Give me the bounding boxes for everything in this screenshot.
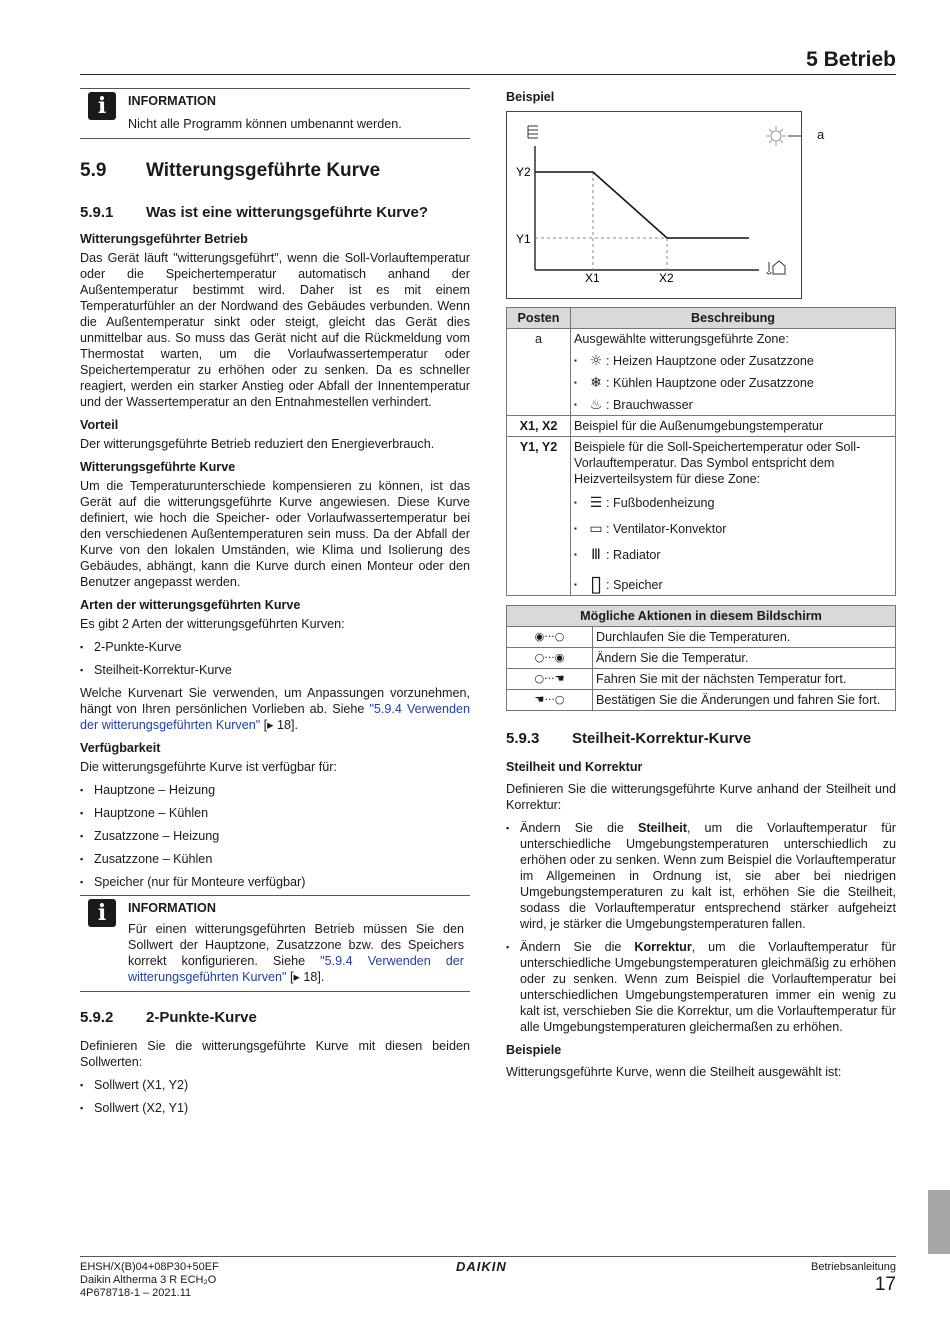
table-row <box>507 627 896 648</box>
link-5-9-4[interactable]: "5.9.4 Verwenden der witterungsgeführten Kurven" <box>128 954 464 984</box>
list-item: ▪ Zusatzzone – Kühlen <box>80 851 470 867</box>
row-desc: Beispiel für die Außenumgebungstemperatur <box>571 416 896 437</box>
row-key: Y1, Y2 <box>507 437 571 596</box>
beispiele-text: Witterungsgeführte Kurve, wenn die Steilheit ausgewählt ist: <box>506 1065 842 1079</box>
list-item: ▪ ▭ : Ventilator-Konvektor <box>574 521 727 537</box>
info-icon: i <box>88 92 116 120</box>
footer-right <box>811 1261 896 1296</box>
radiator-icon: Ⅲ <box>591 547 601 563</box>
vorteil-text: Der witterungsgeführte Betrieb reduziert den Energieverbrauch. <box>80 437 435 451</box>
list-item: ▪ Sollwert (X1, Y2) <box>80 1077 470 1093</box>
welche-text: Welche Kurvenart Sie verwenden, um Anpassungen vorzunehmen, hängt von Ihren persönlichen Vorlieben ab. Siehe "5.9.4 Verwenden der witterungsgeführten Kurven" [▸ 18]. <box>80 686 470 732</box>
list-item: ▪ Ändern Sie die Steilheit, um die Vorlauftemperatur für unterschiedliche Umgebungstemperaturen unterschiedlich zu erhöhen oder zu senken. Wenn zum Beispiel die Vorlauftemperatur im Allgemeinen in Ordnung ist, sie aber bei niedrigen Umgebungstemperaturen zu kalt ist, erhöhen Sie die Steilheit, sodass die Vorlauftemperatur entsprechend stärker aufgeheizt wird, je stärker die Umgebungstemperaturen fallen. <box>506 820 896 932</box>
sk-list <box>506 820 896 1035</box>
y-tick-label: Y1 <box>516 232 531 246</box>
floor-heating-icon: ☰ <box>589 495 603 511</box>
footer-model: EHSH/X(B)04+08P30+50EF <box>80 1261 219 1273</box>
footer-product: Daikin Altherma 3 R ECH₂O <box>80 1274 217 1286</box>
section-heading-5-9-3: 5.9.3 Steilheit-Korrektur-Kurve <box>506 730 752 747</box>
list-item: ▪ Hauptzone – Heizung <box>80 782 470 798</box>
fan-convector-icon: ▭ <box>589 521 603 537</box>
list-item: ▪ ▯ : Speicher <box>574 572 663 597</box>
sk-text: Definieren Sie die witterungsgeführte Kurve anhand der Steilheit und Korrektur: <box>506 782 896 812</box>
info-box <box>80 88 470 139</box>
list-item: ▪ ❄ : Kühlen Hauptzone oder Zusatzzone <box>574 375 814 391</box>
sk-label: Steilheit und Korrektur <box>506 760 643 774</box>
actions-table <box>506 605 896 711</box>
y-tick-label: Y2 <box>516 165 531 179</box>
page-number: 17 <box>874 1274 896 1295</box>
heat-sun-icon <box>766 126 786 146</box>
callout-label: a <box>817 127 825 142</box>
heat-sun-icon: ☼ <box>589 353 603 369</box>
verf-text: Die witterungsgeführte Kurve ist verfügbar für: <box>80 760 337 774</box>
action-text: Ändern Sie die Temperatur. <box>593 648 896 669</box>
col-header: Beschreibung <box>571 308 896 329</box>
dial-confirm-icon: ☚···○ <box>507 690 593 711</box>
list-item: ▪ ☰ : Fußbodenheizung <box>574 495 715 511</box>
info-text: Nicht alle Programm können umbenannt werden. <box>128 117 402 131</box>
footer-rule <box>80 1256 896 1257</box>
info-text: Für einen witterungsgeführten Betrieb müssen Sie den Sollwert der Hauptzone, Zusatzzone bzw. des Speichers korrekt konfigurieren. Siehe "5.9.4 Verwenden der witterungsgeführten Kurven" [▸ 18]. <box>128 922 464 984</box>
chart-svg <box>507 112 801 298</box>
list-item: ▪ Speicher (nur für Monteure verfügbar) <box>80 874 470 890</box>
punkte-text: Definieren Sie die witterungsgeführte Kurve mit diesen beiden Sollwerten: <box>80 1039 470 1069</box>
dial-turn-icon: ○···◉ <box>507 648 593 669</box>
action-text: Durchlaufen Sie die Temperaturen. <box>593 627 896 648</box>
table-row <box>507 690 896 711</box>
left-column <box>80 88 470 1123</box>
link-5-9-4[interactable]: "5.9.4 Verwenden der witterungsgeführten Kurven" <box>80 702 470 732</box>
list-item: ▪ 2-Punkte-Kurve <box>80 639 470 655</box>
legend-table <box>506 307 896 596</box>
header-rule <box>80 74 896 75</box>
row-desc: Ausgewählte witterungsgeführte Zone: ▪ ☼ : Heizen Hauptzone oder Zusatzzone ▪ ❄ : Kühlen Hauptzone oder Zusatzzone ▪ ♨ : Brauchwasser <box>571 329 896 416</box>
footer-left <box>80 1261 219 1300</box>
list-item: ▪ Ⅲ : Radiator <box>574 547 661 563</box>
verf-list <box>80 782 470 890</box>
table-row <box>507 669 896 690</box>
dial-press-icon: ○···☚ <box>507 669 593 690</box>
weather-curve-chart <box>506 111 825 299</box>
betrieb-label: Witterungsgeführter Betrieb <box>80 232 248 246</box>
col-header: Posten <box>507 308 571 329</box>
list-item: ▪ Steilheit-Korrektur-Kurve <box>80 662 470 678</box>
beispiel-label: Beispiel <box>506 90 555 104</box>
list-item: ▪ ♨ : Brauchwasser <box>574 397 693 413</box>
info-title: INFORMATION <box>128 94 216 108</box>
tank-icon: ▯ <box>589 572 603 597</box>
section-heading-5-9: 5.9 Witterungsgeführte Kurve <box>80 160 381 181</box>
vorteil-label: Vorteil <box>80 418 119 432</box>
table-row <box>507 648 896 669</box>
tap-water-icon: ♨ <box>589 397 603 413</box>
row-key: X1, X2 <box>507 416 571 437</box>
section-heading-5-9-2: 5.9.2 2-Punkte-Kurve <box>80 1009 257 1026</box>
section-heading-5-9-1: 5.9.1 Was ist eine witterungsgeführte Kurve? <box>80 204 428 221</box>
punkte-list <box>80 1077 470 1116</box>
dial-rotate-icon: ◉···○ <box>507 627 593 648</box>
outdoor-temp-icon <box>767 261 785 274</box>
beispiele-label: Beispiele <box>506 1043 562 1057</box>
x-tick-label: X1 <box>585 271 600 285</box>
list-item: ▪ Hauptzone – Kühlen <box>80 805 470 821</box>
x-tick-label: X2 <box>659 271 674 285</box>
action-text: Bestätigen Sie die Änderungen und fahren Sie fort. <box>593 690 896 711</box>
kurve-label: Witterungsgeführte Kurve <box>80 460 236 474</box>
curve-line <box>535 172 749 238</box>
actions-header: Mögliche Aktionen in diesem Bildschirm <box>507 606 896 627</box>
verf-label: Verfügbarkeit <box>80 741 161 755</box>
info-icon: i <box>88 899 116 927</box>
kurve-text: Um die Temperaturunterschiede kompensieren zu können, ist das Gerät auf die witterungsgeführte Kurve angewiesen. Diese Kurve definiert, wie hoch die Speicher- oder Vorlaufwassertemperatur bei den verschiedenen Außentemperaturen sein muss. Da der Abfall der Kurve von den lokalen Umständen, wie Klima und Isolierung des Gebäudes, abhängt, kann die Kurve durch einen Monteur oder den Benutzer angepasst werden. <box>80 479 470 589</box>
footer-doc: 4P678718-1 – 2021.11 <box>80 1287 192 1299</box>
chapter-title: 5 Betrieb <box>806 48 896 71</box>
list-item: ▪ Ändern Sie die Korrektur, um die Vorlauftemperatur für unterschiedliche Umgebungstemperaturen gleichmäßig zu erhöhen oder zu senken. Wenn zum Beispiel die Vorlauftemperatur bei unterschiedlichen Umgebungstemperaturen immer ein wenig zu kalt ist, verschieben Sie die Korrektur, um die Vorlauftemperatur für alle Umgebungstemperaturen gleichermaßen zu erhöhen. <box>506 939 896 1035</box>
arten-list <box>80 639 470 678</box>
right-column <box>506 88 896 1087</box>
floor-heating-icon <box>528 126 538 138</box>
arten-text: Es gibt 2 Arten der witterungsgeführten Kurven: <box>80 617 345 631</box>
arten-label: Arten der witterungsgeführten Kurve <box>80 598 301 612</box>
footer-manual: Betriebsanleitung <box>810 1261 896 1273</box>
table-row <box>507 329 896 416</box>
table-row <box>507 437 896 596</box>
list-item: ▪ Sollwert (X2, Y1) <box>80 1100 470 1116</box>
betrieb-text: Das Gerät läuft "witterungsgeführt", wenn die Soll-Vorlauftemperatur oder die Speichertemperatur automatisch anhand der Außentemperatur bestimmt wird. Daher ist es mit einem Temperaturfühler an der Nordwand des Gebäudes verbunden. Wenn die Außentemperatur sinkt oder steigt, gleicht das Gerät dies unmittelbar aus. So muss das Gerät nicht auf die Rückmeldung vom Thermostat warten, um die Vorlaufwassertemperatur oder Speichertemperatur zu erhöhen oder zu senken. Da es schneller reagiert, werden ein starker Anstieg oder Abfall der Innentemperatur und der Wassertemperatur an den Entnahmestellen verhindert. <box>80 251 470 409</box>
chapter-tab <box>928 1190 950 1254</box>
row-key: a <box>507 329 571 416</box>
snowflake-icon: ❄ <box>590 375 602 391</box>
row-desc: Beispiele für die Soll-Speichertemperatur oder Soll-Vorlauftemperatur. Das Symbol entspricht dem Heizverteilsystem für diese Zone: ▪ ☰ : Fußbodenheizung ▪ ▭ : Ventilator-Konvektor ▪ Ⅲ : Radiator ▪ ▯ : Speicher <box>571 437 896 596</box>
action-text: Fahren Sie mit der nächsten Temperatur fort. <box>593 669 896 690</box>
list-item: ▪ Zusatzzone – Heizung <box>80 828 470 844</box>
info-title: INFORMATION <box>128 901 216 915</box>
table-row <box>507 416 896 437</box>
list-item: ▪ ☼ : Heizen Hauptzone oder Zusatzzone <box>574 353 814 369</box>
info-box <box>80 895 470 992</box>
daikin-logo: DAIKIN <box>456 1259 507 1274</box>
